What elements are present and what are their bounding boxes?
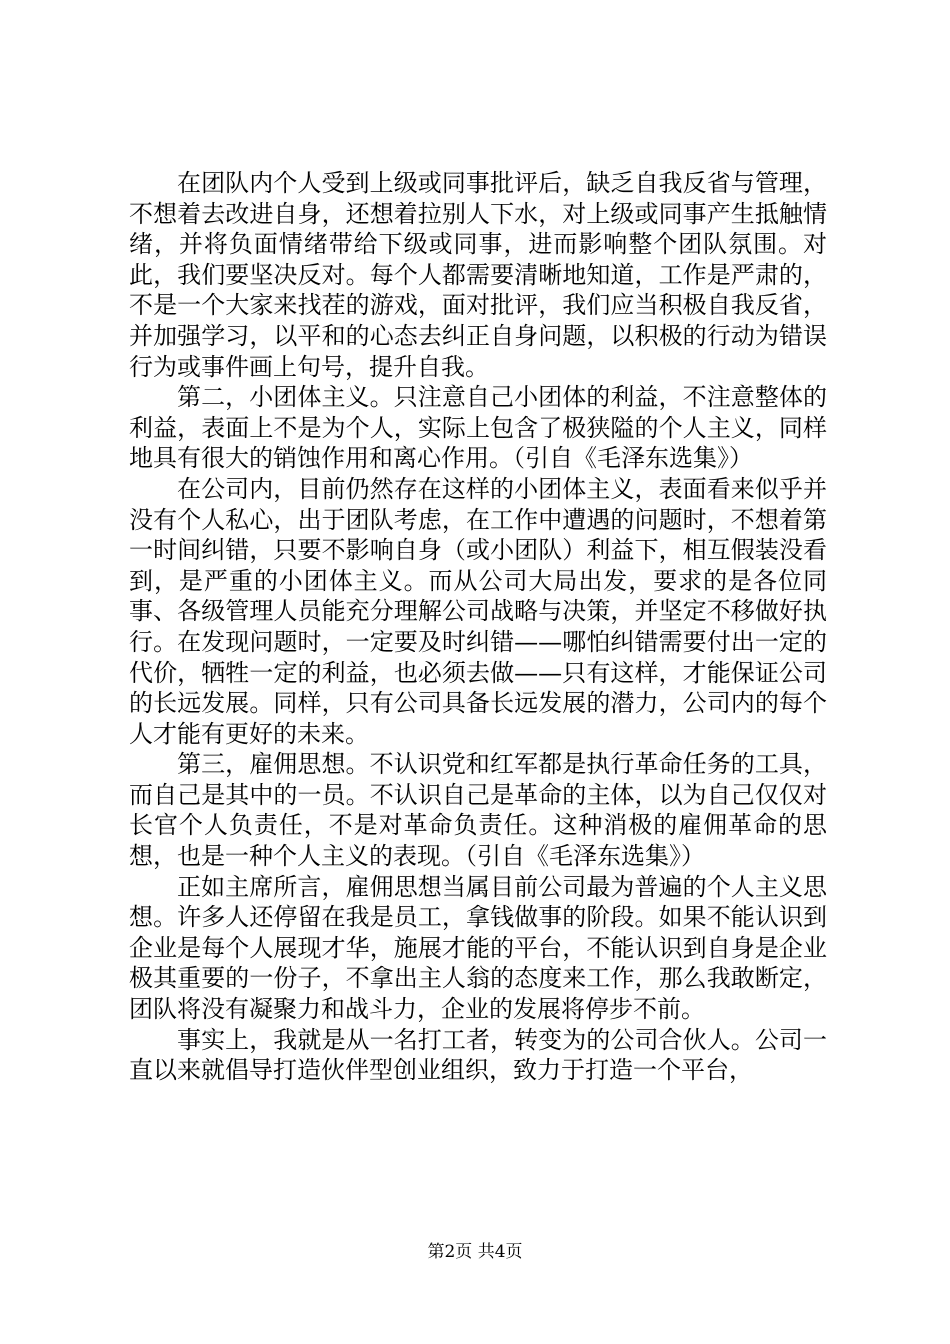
paragraph-hired-thinking-quote: 第三，雇佣思想。不认识党和红军都是执行革命任务的工具，而自己是其中的一员。不认识自己是革命的主体，以为自己仅仅对长官个人负责任，不是对革命负责任。这种消极的雇佣革命的思想，也是一种个人主义的表现。（引自《毛泽东选集》）: [129, 750, 827, 871]
paragraph-criticism: 在团队内个人受到上级或同事批评后，缺乏自我反省与管理，不想着去改进自身，还想着拉别人下水，对上级或同事产生抵触情绪，并将负面情绪带给下级或同事，进而影响整个团队氛围。对此，我们要坚决反对。每个人都需要清晰地知道，工作是严肃的，不是一个大家来找茬的游戏，面对批评，我们应当积极自我反省，并加强学习，以平和的心态去纠正自身问题，以积极的行动为错误行为或事件画上句号，提升自我。: [129, 169, 827, 381]
paragraph-hired-thinking-company: 正如主席所言，雇佣思想当属目前公司最为普遍的个人主义思想。许多人还停留在我是员工，拿钱做事的阶段。如果不能认识到企业是每个人展现才华，施展才能的平台，不能认识到自身是企业极其重要的一份子，不拿出主人翁的态度来工作，那么我敢断定，团队将没有凝聚力和战斗力，企业的发展将停步不前。: [129, 872, 827, 1024]
paragraph-small-group-quote: 第二，小团体主义。只注意自己小团体的利益，不注意整体的利益，表面上不是为个人，实际上包含了极狭隘的个人主义，同样地具有很大的销蚀作用和离心作用。（引自《毛泽东选集》）: [129, 383, 827, 473]
paragraph-partner: 事实上，我就是从一名打工者，转变为的公司合伙人。公司一直以来就倡导打造伙伴型创业组织，致力于打造一个平台，: [129, 1025, 827, 1085]
paragraph-small-group-company: 在公司内，目前仍然存在这样的小团体主义，表面看来似乎并没有个人私心，出于团队考虑，在工作中遭遇的问题时，不想着第一时间纠错，只要不影响自身（或小团队）利益下，相互假装没看到，是严重的小团体主义。而从公司大局出发，要求的是各位同事、各级管理人员能充分理解公司战略与决策，并坚定不移做好执行。在发现问题时，一定要及时纠错——哪怕纠错需要付出一定的代价，牺牲一定的利益，也必须去做——只有这样，才能保证公司的长远发展。同样，只有公司具备长远发展的潜力，公司内的每个人才能有更好的未来。: [129, 474, 827, 748]
document-body: [129, 168, 827, 1086]
page-number-footer: 第2页 共4页: [427, 1242, 523, 1262]
